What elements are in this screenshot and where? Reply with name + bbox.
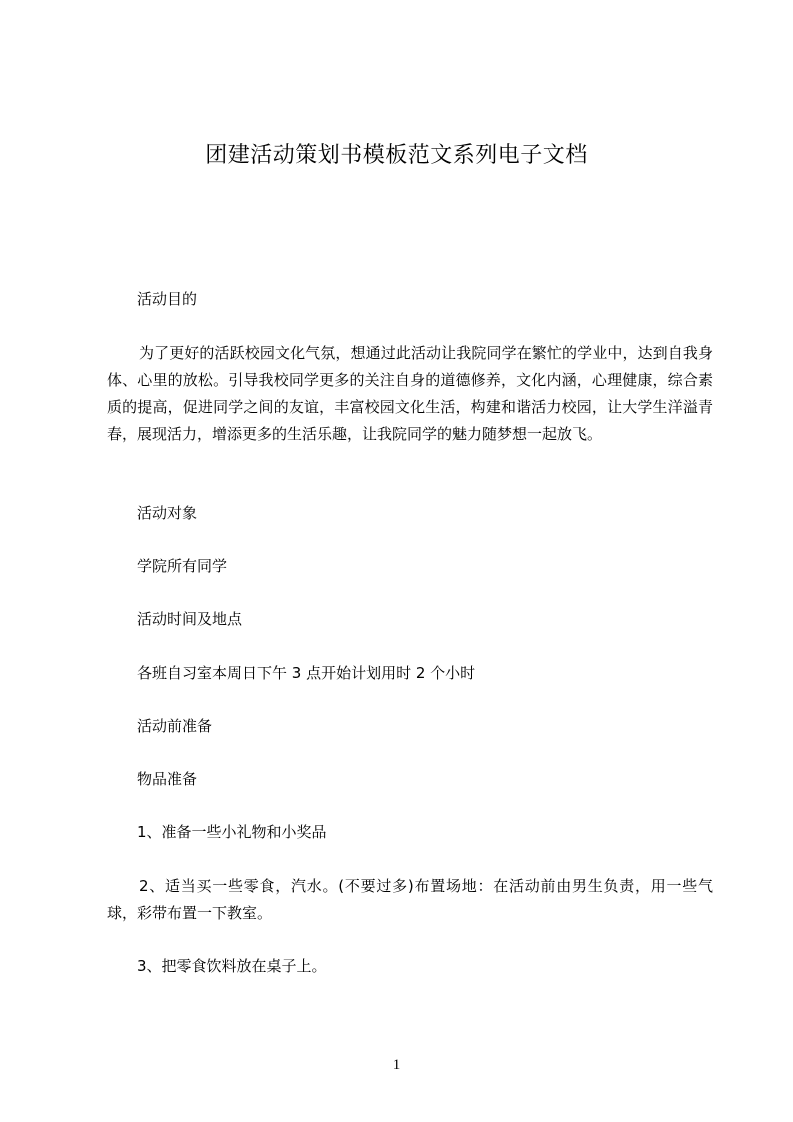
list-item-1: 1、准备一些小礼物和小奖品 <box>137 823 327 841</box>
document-title: 团建活动策划书模板范文系列电子文档 <box>205 143 588 168</box>
list-item-3: 3、把零食饮料放在桌子上。 <box>137 957 327 975</box>
list-item-2: 2、适当买一些零食，汽水。(不要过多)布置场地：在活动前由男生负责，用一些气球，彩带布置一下教室。 <box>107 877 713 922</box>
items-heading: 物品准备 <box>137 770 198 788</box>
target-heading: 活动对象 <box>137 504 198 522</box>
purpose-heading: 活动目的 <box>137 290 198 308</box>
page-number: 1 <box>392 1057 401 1073</box>
time-place-heading: 活动时间及地点 <box>137 610 243 628</box>
purpose-body: 为了更好的活跃校园文化气氛，想通过此活动让我院同学在繁忙的学业中，达到自我身体、心里的放松。引导我校同学更多的关注自身的道德修养，文化内涵，心理健康，综合素质的提高，促进同学之间的友谊，丰富校园文化生活，构建和谐活力校园，让大学生洋溢青春，展现活力，增添更多的生活乐趣，让我院同学的魅力随梦想一起放飞。 <box>107 344 713 443</box>
prep-heading: 活动前准备 <box>137 717 213 735</box>
time-place-body: 各班自习室本周日下午 3 点开始计划用时 2 个小时 <box>137 664 476 682</box>
target-body: 学院所有同学 <box>137 557 228 575</box>
